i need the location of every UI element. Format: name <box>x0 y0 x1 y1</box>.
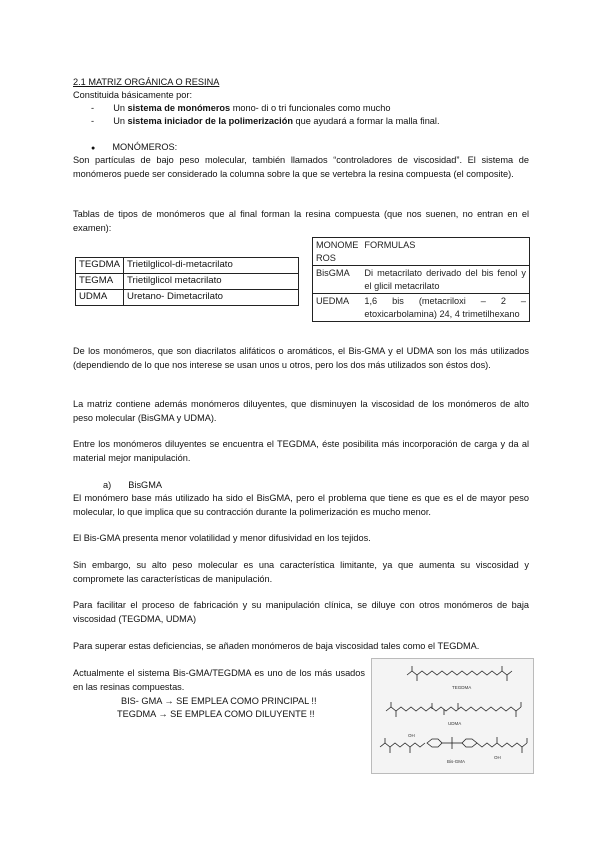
para-diluyentes: La matriz contiene además monómeros diluyentes, que disminuyen la viscosidad de los monómeros de alto peso molecular (BisGMA y UDMA). <box>73 399 529 423</box>
para-volatilidad: El Bis-GMA presenta menor volatilidad y menor difusividad en los tejidos. <box>73 533 371 543</box>
line-tegdma: TEGDMA → SE EMPLEA COMO DILUYENTE !! <box>117 709 315 719</box>
list-text-bold: sistema iniciador de la polimerización <box>127 116 293 126</box>
para-superar: Para superar estas deficiencias, se añaden monómeros de baja viscosidad tales como el TEGDMA. <box>73 641 480 651</box>
para-facilitar: Para facilitar el proceso de fabricación y su manipulación clínica, se diluye con otros monómeros de baja viscosidad (TEGDMA, UDMA) <box>73 600 529 624</box>
figure-label: Bis-GMA <box>447 759 465 764</box>
atom-label: OH <box>494 755 501 760</box>
list-text-post: mono- di o tri funcionales como mucho <box>230 103 391 113</box>
table-right <box>312 237 530 322</box>
table-row <box>76 274 299 290</box>
section-title: 2.1 MATRIZ ORGÁNICA O RESINA <box>73 77 220 87</box>
molecule-drawings <box>372 659 533 773</box>
para-actual: Actualmente el sistema Bis-GMA/TEGDMA es uno de los más usados en las resinas compuestas. <box>73 668 365 692</box>
table-cell: TEGDMA <box>76 258 124 274</box>
table-cell: UDMA <box>76 290 124 306</box>
para-limitante: Sin embargo, su alto peso molecular es una característica limitante, ya que aumenta su viscosidad y compromete las características de manipulación. <box>73 560 529 584</box>
sub-a-label: a) <box>103 480 112 490</box>
table-cell: Uretano- Dimetacrilato <box>124 290 299 306</box>
list-text-post: que ayudará a formar la malla final. <box>292 116 440 126</box>
table-cell: Di metacrilato derivado del bis fenol y el glicil metacrilato <box>361 266 529 294</box>
table-row <box>313 294 530 322</box>
line-bisgma: BIS- GMA → SE EMPLEA COMO PRINCIPAL !! <box>121 696 317 706</box>
para-monomeros: Son partículas de bajo peso molecular, también llamados “controladores de viscosidad”. El sistema de monómeros puede ser considerado la columna sobre la que se vertebra la resina compuesta (el composite). <box>73 155 529 179</box>
intro-label: Constituida básicamente por: <box>73 90 192 100</box>
monomeros-heading-row <box>91 141 177 155</box>
chemical-structures-figure <box>371 658 534 774</box>
table-cell: MONOME ROS <box>316 240 359 263</box>
bullet-icon: ● <box>91 145 96 152</box>
table-row <box>76 290 299 306</box>
table-cell: FORMULAS <box>364 240 416 250</box>
list-item <box>91 115 440 128</box>
table-row <box>313 266 530 294</box>
figure-label: UDMA <box>448 721 462 726</box>
monomeros-heading: MONÓMEROS: <box>112 142 178 152</box>
table-cell: Trietilglicol-di-metacrilato <box>124 258 299 274</box>
table-row <box>313 238 530 266</box>
list-dash: - <box>91 103 95 113</box>
table-cell: BisGMA <box>313 266 362 294</box>
atom-label: OH <box>408 733 415 738</box>
table-cell: TEGMA <box>76 274 124 290</box>
para-diacrilatos: De los monómeros, que son diacrilatos alifáticos o aromáticos, el Bis-GMA y el UDMA son los más utilizados (dependiendo de lo que nos interese se usan unos u otros, pero los dos más utilizados son éstos dos). <box>73 346 529 370</box>
table-row <box>76 258 299 274</box>
table-cell: 1,6 bis (metacriloxi – 2 – etoxicarbolamina) 24, 4 trimetilhexano <box>361 294 529 322</box>
para-base: El monómero base más utilizado ha sido el BisGMA, pero el problema que tiene es que es el de mayor peso molecular, lo que implica que su contracción durante la polimerización es mucho menor. <box>73 493 529 517</box>
para-tablas: Tablas de tipos de monómeros que al final forman la resina compuesta (que nos suenen, no entran en el examen): <box>73 209 529 233</box>
figure-label: TEGDMA <box>452 685 472 690</box>
table-left <box>75 257 299 306</box>
sub-a-title: BisGMA <box>128 480 162 490</box>
table-cell: UEDMA <box>313 294 362 322</box>
list-dash: - <box>91 116 95 126</box>
list-text-pre: Un <box>113 103 128 113</box>
list-item <box>91 102 391 115</box>
table-cell: Trietilglicol metacrilato <box>124 274 299 290</box>
subheading-a <box>103 479 162 492</box>
para-tegdma: Entre los monómeros diluyentes se encuentra el TEGDMA, éste posibilita más incorporación de carga y da al material mejor manipulación. <box>73 439 529 463</box>
list-text-bold: sistema de monómeros <box>127 103 231 113</box>
list-text-pre: Un <box>113 116 128 126</box>
